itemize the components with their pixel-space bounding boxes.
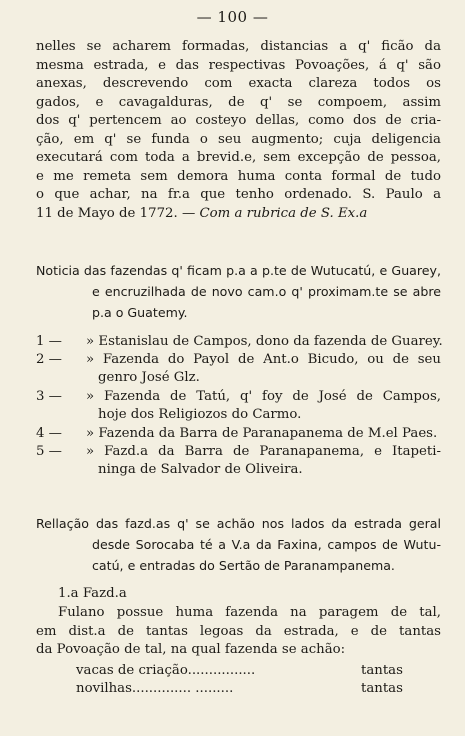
text-line: anexas, descrevendo com exacta clareza todos os [36,76,441,91]
text-line: o que achar, na fr.a que tenho ordenado. S. Paulo a [36,187,441,202]
text-line: executará com toda a brevid.e, sem excepção de pessoa, [36,150,441,165]
date-text: 11 de Mayo de 1772. — [36,205,200,221]
text-line: 1.a Fazd.a [58,586,127,601]
row-value: tantas [361,681,403,696]
text-line: catú, e entradas do Sertão de Paranampanema. [92,558,395,573]
text-line: Fulano possue huma fazenda na paragem de tal, [58,605,441,620]
item-number: 5 — [36,444,62,459]
text-line: em dist.a de tantas legoas da estrada, e de tantas [36,623,441,639]
signature-line [36,205,441,224]
item-number: 1 — [36,334,62,349]
row-label: novilhas.............. ......... [76,681,234,696]
noticia-heading [36,260,441,323]
item-text: » Fazenda do Payol de Ant.o Bicudo, ou de seu [86,352,441,367]
item-number: 3 — [36,389,62,404]
item-number: 2 — [36,352,62,367]
text-line: e encruzilhada de novo cam.o q' proximam.te se abre [92,284,441,299]
rellacao-heading [36,513,441,576]
item-number: 4 — [36,426,62,441]
fazenda-paragraph [36,604,441,660]
item-text: » Fazd.a da Barra de Paranapanema, e Itapeti- [86,444,441,459]
text-line: gados, e cavagalduras, de q' se compoem, assim [36,94,441,110]
row-label: vacas de criação................ [76,663,256,678]
text-line: da Povoação de tal, na qual fazenda se achão: [36,642,346,657]
text-line: nelles se acharem formadas, distancias a q' ficão da [36,39,441,54]
fazenda-heading [58,585,258,604]
signature-note: Com a rubrica de S. Ex.a [199,205,368,221]
item-text: hoje dos Religiozos do Carmo. [98,407,302,422]
text-line: mesma estrada, e das respectivas Povoações, á q' são [36,57,441,73]
text-line: desde Sorocaba té a V.a da Faxina, campos de Wutu- [92,537,441,552]
text-line: e me remeta sem demora huma conta formal de tudo [36,168,441,184]
text-line: Noticia das fazendas q' ficam p.a a p.te de Wutucatú, e Guarey, [36,263,441,278]
text-line: Rellação das fazd.as q' se achão nos lados da estrada geral [36,516,441,531]
item-text: genro José Glz. [98,370,200,385]
opening-paragraph [36,38,441,223]
text-line: ção, em q' se funda o seu augmento; cuja deligencia [36,131,441,147]
row-value: tantas [361,663,403,678]
item-text: » Fazenda de Tatú, q' foy de José de Campos, [86,389,441,404]
text-line: dos q' pertencem ao costeyo dellas, como dos de cria- [36,113,441,128]
text-line: p.a o Guatemy. [92,305,188,320]
page-number: — 100 — [196,8,269,26]
item-text: ninga de Salvador de Oliveira. [98,462,303,477]
item-text: » Estanislau de Campos, dono da fazenda de Guarey. [86,334,443,349]
item-text: » Fazenda da Barra de Paranapanema de M.el Paes. [86,426,438,441]
